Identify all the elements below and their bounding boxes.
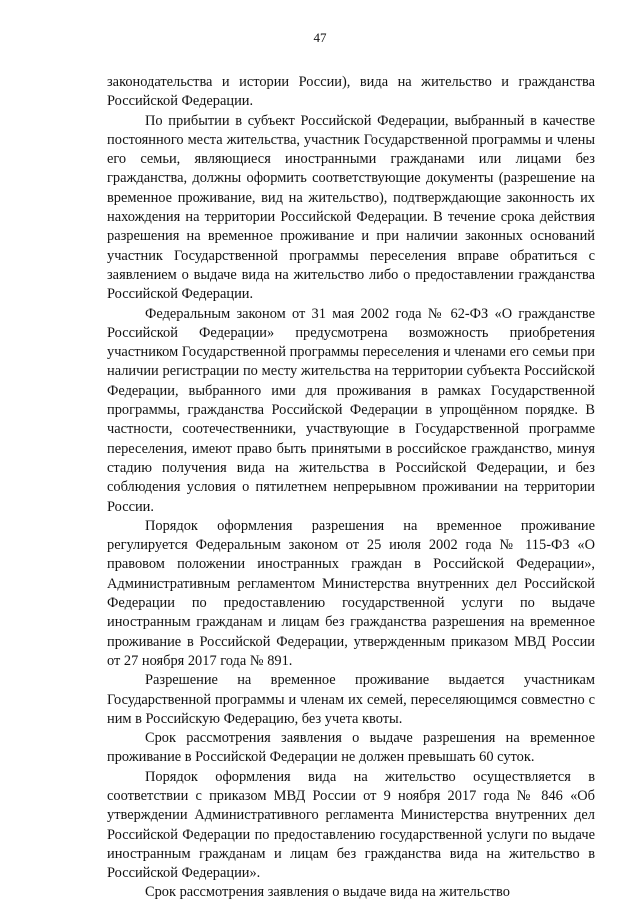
paragraph-temporary-residence-procedure: Порядок оформления разрешения на временное проживание регулируется Федеральным законом от 25 июля 2002 года № 115-ФЗ «О правовом положении иностранных граждан в Российской Федерации», Административным регламентом Министерства внутренних дел Российской Федерации по предоставлению государственной услуги по выдаче иностранным гражданам и лицам без гражданства разрешения на временное проживание в Российской Федерации, утвержденным приказом МВД России от 27 ноября 2017 года № 891. [107, 517, 595, 669]
paragraph-permit-review-term: Срок рассмотрения заявления о выдаче разрешения на временное проживание в Российской Федерации не должен превышать 60 суток. [107, 730, 595, 766]
paragraph-permit-without-quota: Разрешение на временное проживание выдается участникам Государственной программы и членам их семей, переселяющимся совместно с ним в Российскую Федерацию, без учета квоты. [107, 672, 595, 727]
paragraph-citizenship-law: Федеральным законом от 31 мая 2002 года № 62-ФЗ «О гражданстве Российской Федерации» предусмотрена возможность приобретения участником Государственной программы переселения и членами его семьи при наличии регистрации по месту жительства на территории субъекта Российской Федерации, выбранного ими для проживания в рамках Государственной программы, гражданства Российской Федерации в упрощённом порядке. В частности, соотечественники, участвующие в Государственной программе переселения, имеют право быть принятыми в российское гражданство, минуя стадию получения вида на жительства в Российской Федерации, и без соблюдения условия о пятилетнем непрерывном проживании на территории России. [107, 305, 595, 515]
paragraph-residence-permit-procedure: Порядок оформления вида на жительство осуществляется в соответствии с приказом МВД России от 9 ноября 2017 года № 846 «Об утверждении Административного регламента Министерства внутренних дел Российской Федерации по предоставлению государственной услуги по выдаче иностранным гражданам и лицам без гражданства вида на жительство в Российской Федерации». [107, 768, 595, 882]
paragraph-residence-permit-term: Срок рассмотрения заявления о выдаче вида на жительство [145, 884, 510, 901]
document-body [107, 73, 595, 903]
paragraph-arrival-documents: По прибытии в субъект Российской Федерации, выбранный в качестве постоянного места жительства, участник Государственной программы и члены его семьи, являющиеся иностранными гражданами или лицами без гражданства, должны оформить соответствующие документы (разрешение на временное проживание, вид на жительство), подтверждающие законность их нахождения на территории Российской Федерации. В течение срока действия разрешения на временное проживание и при наличии законных оснований участник Государственной программы переселения вправе обратиться с заявлением о выдаче вида на жительство либо о предоставлении гражданства Российской Федерации. [107, 112, 595, 303]
page-number: 47 [313, 30, 327, 45]
paragraph-continuation: законодательства и истории России), вида на жительство и гражданства Российской Федерации. [107, 74, 595, 110]
